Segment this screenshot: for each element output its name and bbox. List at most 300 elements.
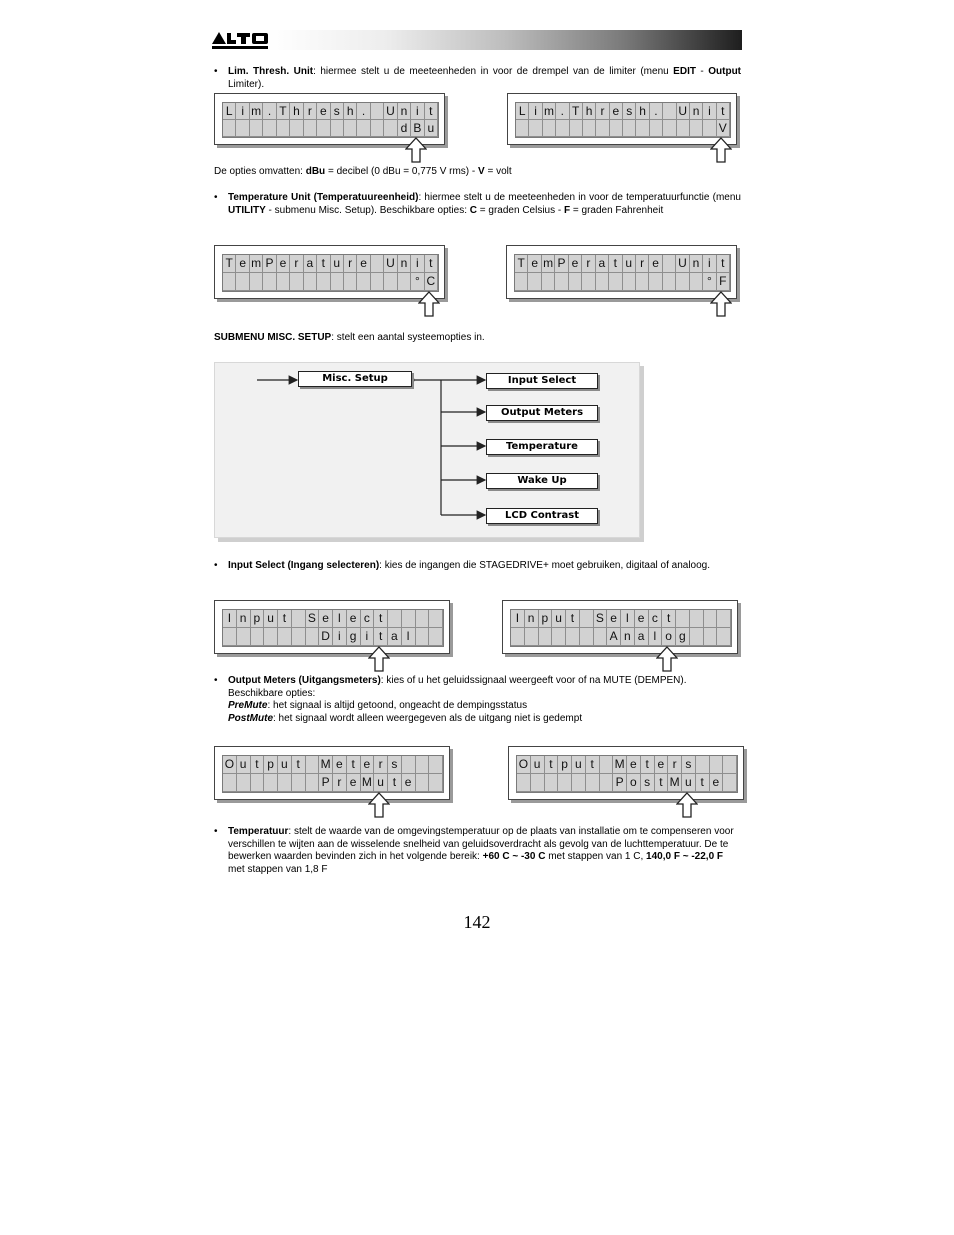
lcd-cell: r [304, 103, 317, 120]
lcd-cell [264, 628, 278, 646]
lcd-cell [371, 255, 384, 273]
bullet: • [214, 192, 218, 203]
lcd-cell: u [531, 756, 545, 774]
lcd-cell: t [374, 610, 388, 628]
lcd-cell: . [263, 103, 276, 120]
lcd-cell: T [223, 255, 236, 273]
lcd-cell [586, 774, 600, 792]
lcd-cell: n [525, 610, 539, 628]
lcd-cell: r [636, 255, 649, 273]
lcd-cell: I [511, 610, 525, 628]
output-meters-paragraph [228, 675, 741, 725]
lcd-cell: i [703, 103, 716, 120]
lcd-cell [623, 273, 636, 291]
lcd-cell [371, 120, 384, 137]
lcd-cell: u [237, 756, 251, 774]
lcd-cell: e [607, 610, 621, 628]
lcd-cell: P [613, 774, 627, 792]
lcd-cell [580, 610, 594, 628]
lcd-cell [529, 120, 542, 137]
lcd-cell [429, 756, 443, 774]
lcd-cell: D [319, 628, 333, 646]
lcd-cell [236, 273, 249, 291]
lcd-cell [251, 628, 265, 646]
lcd-cell: t [388, 774, 402, 792]
lcd-screen [222, 254, 439, 292]
lcd-cell: C [425, 273, 438, 291]
input-select-label: Input Select (Ingang selecteren) [228, 560, 380, 571]
lcd-cell [237, 628, 251, 646]
lcd-display [214, 746, 450, 800]
lcd-cell: r [290, 255, 303, 273]
lim-thresh-label: Lim. Thresh. Unit [228, 66, 314, 77]
lcd-cell: e [347, 774, 361, 792]
lcd-cell [663, 273, 676, 291]
lcd-cell [717, 610, 731, 628]
lcd-cell [357, 120, 370, 137]
lcd-cell: a [304, 255, 317, 273]
lim-options-line [214, 166, 741, 179]
lcd-cell [331, 120, 344, 137]
lcd-cell [582, 273, 595, 291]
lcd-cell [402, 610, 416, 628]
diagram-node-lcd-contrast: LCD Contrast [486, 508, 598, 524]
lcd-cell: t [696, 774, 710, 792]
lcd-cell [704, 610, 718, 628]
lcd-cell: u [552, 610, 566, 628]
lcd-cell: t [717, 103, 730, 120]
lcd-cell: e [627, 756, 641, 774]
lcd-cell: t [586, 756, 600, 774]
lcd-cell [223, 120, 236, 137]
lcd-cell [237, 774, 251, 792]
text: : stelt de waarde van de omgevingstemperatuur op de plaats van installatie om te compenseren voor verschillen te wijten aan de wisselende snelheid van geluidsoverdracht als gevolg van de luchttemperatuur. De te bewerken waarden bevinden zich in het volgende bereik: [228, 826, 734, 862]
text: UTILITY [228, 204, 266, 216]
lcd-cell: n [690, 255, 703, 273]
lcd-cell: e [528, 255, 541, 273]
lcd-screen [515, 102, 731, 138]
lcd-cell: h [344, 103, 357, 120]
lcd-cell: e [655, 756, 669, 774]
lcd-cell [663, 103, 676, 120]
lcd-cell [304, 120, 317, 137]
lcd-cell [696, 756, 710, 774]
lcd-cell [306, 774, 320, 792]
lcd-cell: n [690, 103, 703, 120]
text: : stelt een aantal systeemopties in. [331, 332, 485, 343]
pointer-arrow-icon [368, 792, 390, 818]
lcd-cell: s [331, 103, 344, 120]
lcd-cell [344, 120, 357, 137]
lcd-cell: t [347, 756, 361, 774]
lcd-cell [704, 628, 718, 646]
bullet: • [214, 66, 218, 77]
lcd-screen [514, 254, 731, 292]
bullet: • [214, 826, 218, 837]
lcd-cell: a [388, 628, 402, 646]
lcd-cell: t [655, 774, 669, 792]
lcd-screen [510, 609, 732, 647]
lcd-cell [723, 774, 737, 792]
lcd-cell [357, 273, 370, 291]
lcd-cell: T [515, 255, 528, 273]
lcd-cell [371, 103, 384, 120]
lcd-cell: e [402, 774, 416, 792]
postmute-term: PostMute [228, 712, 273, 724]
lcd-cell [710, 756, 724, 774]
lcd-cell: t [374, 628, 388, 646]
lcd-cell: t [566, 610, 580, 628]
lcd-cell [569, 273, 582, 291]
lcd-cell: d [398, 120, 411, 137]
lcd-cell: n [621, 628, 635, 646]
lcd-cell: i [411, 255, 424, 273]
lcd-cell [531, 774, 545, 792]
lcd-cell: . [556, 103, 569, 120]
text: met stappen van 1,8 F [228, 863, 328, 875]
diagram-node-misc-setup: Misc. Setup [298, 371, 412, 387]
lcd-cell [290, 120, 303, 137]
lcd-cell [344, 273, 357, 291]
lcd-cell: m [250, 255, 263, 273]
text: met stappen van 1 C, [545, 851, 647, 862]
lcd-display [214, 600, 450, 654]
lcd-cell [717, 628, 731, 646]
lcd-cell: i [411, 103, 424, 120]
lcd-cell: e [317, 103, 330, 120]
bullet: • [214, 560, 218, 571]
lcd-cell: t [641, 756, 655, 774]
lcd-cell: e [347, 610, 361, 628]
text: = graden Celsius - [477, 204, 564, 216]
pointer-arrow-icon [710, 291, 732, 317]
lcd-cell [384, 273, 397, 291]
lcd-cell [278, 628, 292, 646]
lcd-cell: p [558, 756, 572, 774]
lcd-cell: s [388, 756, 402, 774]
lcd-cell [555, 273, 568, 291]
lcd-cell [543, 120, 556, 137]
lcd-cell: e [710, 774, 724, 792]
lcd-cell: F [717, 273, 730, 291]
lcd-cell [663, 255, 676, 273]
lcd-cell: t [317, 255, 330, 273]
lcd-cell [623, 120, 636, 137]
lcd-cell: S [594, 610, 608, 628]
lcd-cell: i [703, 255, 716, 273]
lcd-cell [517, 774, 531, 792]
submenu-title: SUBMENU MISC. SETUP [214, 332, 332, 343]
lcd-cell [306, 756, 320, 774]
lcd-cell: i [529, 103, 542, 120]
text: +60 C ~ -30 C [482, 851, 546, 862]
lcd-cell [317, 120, 330, 137]
lcd-cell: T [277, 103, 290, 120]
lcd-cell: h [636, 103, 649, 120]
lcd-cell [263, 273, 276, 291]
lcd-cell: g [676, 628, 690, 646]
text: C [469, 204, 477, 216]
lcd-cell: u [264, 610, 278, 628]
lcd-cell: t [545, 756, 559, 774]
lcd-cell [609, 273, 622, 291]
text: : kies of u het geluidssignaal weergeeft voor of na MUTE (DEMPEN). [380, 675, 687, 686]
lcd-cell: l [621, 610, 635, 628]
lcd-cell: u [623, 255, 636, 273]
lcd-cell: c [361, 610, 375, 628]
lcd-cell: t [425, 255, 438, 273]
text: Limiter). [228, 78, 265, 90]
lcd-cell [384, 120, 397, 137]
lcd-cell: O [223, 756, 237, 774]
lcd-cell: h [583, 103, 596, 120]
submenu-heading [214, 332, 741, 345]
lcd-cell [580, 628, 594, 646]
lcd-cell: e [333, 756, 347, 774]
diagram-node-input-select: Input Select [486, 373, 598, 389]
lcd-cell: L [223, 103, 236, 120]
lcd-cell [236, 120, 249, 137]
lcd-cell [650, 120, 663, 137]
text: : het signaal wordt alleen weergegeven als de uitgang niet is gedempt [273, 712, 583, 724]
pointer-arrow-icon [676, 792, 698, 818]
lcd-cell: e [635, 610, 649, 628]
lcd-cell: e [361, 756, 375, 774]
lcd-cell [250, 273, 263, 291]
lcd-cell: M [613, 756, 627, 774]
lcd-cell: l [333, 610, 347, 628]
lcd-cell [690, 628, 704, 646]
lcd-cell: t [278, 610, 292, 628]
lcd-cell: O [517, 756, 531, 774]
lcd-cell: e [569, 255, 582, 273]
lcd-cell [264, 774, 278, 792]
lcd-cell: s [682, 756, 696, 774]
lcd-display [214, 245, 445, 299]
lcd-cell [528, 273, 541, 291]
lcd-cell [723, 756, 737, 774]
lcd-cell [429, 774, 443, 792]
lcd-cell: ° [703, 273, 716, 291]
text: : kies de ingangen die STAGEDRIVE+ moet gebruiken, digitaal of analoog. [379, 560, 711, 571]
alto-logo [210, 30, 270, 50]
lcd-cell [429, 628, 443, 646]
lcd-cell [416, 628, 430, 646]
lcd-cell: l [649, 628, 663, 646]
lcd-screen [222, 102, 439, 138]
lcd-cell [223, 273, 236, 291]
lcd-cell: P [319, 774, 333, 792]
lcd-cell: e [319, 610, 333, 628]
pointer-arrow-icon [368, 646, 390, 672]
pointer-arrow-icon [405, 137, 427, 163]
lcd-cell [416, 756, 430, 774]
lcd-cell [516, 120, 529, 137]
lcd-cell: u [572, 756, 586, 774]
text: Output [708, 66, 742, 77]
text: : hiermee stelt u de meeteenheden in voor de temperatuurfunctie (menu [418, 192, 741, 203]
temperatuur-label: Temperatuur [228, 826, 289, 837]
text: : het signaal is altijd getoond, ongeacht de dempingsstatus [267, 700, 528, 711]
lcd-cell [690, 273, 703, 291]
output-meters-label: Output Meters (Uitgangsmeters) [228, 675, 381, 686]
lcd-cell [539, 628, 553, 646]
lcd-screen [222, 609, 444, 647]
lcd-cell: U [676, 255, 689, 273]
lcd-display [502, 600, 738, 654]
lcd-cell [371, 273, 384, 291]
lcd-cell: r [582, 255, 595, 273]
page-number: 142 [463, 912, 491, 932]
lcd-cell [277, 273, 290, 291]
lcd-cell [690, 610, 704, 628]
text: De opties omvatten: [214, 166, 306, 177]
lcd-cell [636, 120, 649, 137]
lcd-cell: e [610, 103, 623, 120]
lcd-cell: P [555, 255, 568, 273]
lcd-cell [649, 273, 662, 291]
pointer-arrow-icon [710, 137, 732, 163]
lcd-cell: e [236, 255, 249, 273]
lcd-cell [596, 120, 609, 137]
lcd-cell [223, 628, 237, 646]
lcd-cell: e [649, 255, 662, 273]
lcd-cell [676, 273, 689, 291]
lcd-cell: r [344, 255, 357, 273]
lcd-cell: T [570, 103, 583, 120]
diagram-node-wake-up: Wake Up [486, 473, 598, 489]
lcd-cell: a [635, 628, 649, 646]
lcd-cell [545, 774, 559, 792]
lcd-cell [416, 610, 430, 628]
lcd-cell [223, 774, 237, 792]
lcd-cell: i [333, 628, 347, 646]
lcd-cell: t [425, 103, 438, 120]
lcd-cell [511, 628, 525, 646]
lcd-cell: i [236, 103, 249, 120]
lcd-cell [594, 628, 608, 646]
text: V [478, 166, 485, 177]
lcd-screen [516, 755, 738, 793]
lcd-cell [292, 610, 306, 628]
lim-thresh-paragraph [228, 66, 741, 91]
lcd-display [506, 245, 737, 299]
lcd-cell: m [543, 103, 556, 120]
pointer-arrow-icon [418, 291, 440, 317]
pointer-arrow-icon [656, 646, 678, 672]
bullet: • [214, 675, 218, 686]
lcd-cell: o [627, 774, 641, 792]
lcd-cell [306, 628, 320, 646]
premute-term: PreMute [228, 700, 268, 711]
lcd-cell [600, 774, 614, 792]
text: F [564, 204, 571, 216]
lcd-cell [552, 628, 566, 646]
lcd-cell: B [411, 120, 424, 137]
lcd-cell: h [290, 103, 303, 120]
lcd-cell [388, 610, 402, 628]
lcd-cell: P [263, 255, 276, 273]
lcd-display [508, 746, 744, 800]
lcd-cell: p [251, 610, 265, 628]
lcd-cell: t [292, 756, 306, 774]
lcd-cell: e [357, 255, 370, 273]
lcd-cell [317, 273, 330, 291]
lcd-cell [250, 120, 263, 137]
lcd-cell: p [539, 610, 553, 628]
lcd-cell [263, 120, 276, 137]
lcd-cell [558, 774, 572, 792]
misc-setup-diagram [214, 362, 640, 538]
lcd-cell: t [717, 255, 730, 273]
lcd-cell [610, 120, 623, 137]
lcd-cell [304, 273, 317, 291]
lcd-cell: A [607, 628, 621, 646]
lcd-cell: t [609, 255, 622, 273]
lcd-cell [596, 273, 609, 291]
diagram-node-temperature: Temperature [486, 439, 598, 455]
lcd-cell: n [237, 610, 251, 628]
lcd-cell: S [306, 610, 320, 628]
lcd-cell [542, 273, 555, 291]
temperature-unit-paragraph [228, 192, 741, 217]
lcd-cell: r [374, 756, 388, 774]
lcd-cell [703, 120, 716, 137]
lcd-cell [429, 610, 443, 628]
lcd-cell: e [277, 255, 290, 273]
lcd-cell: t [662, 610, 676, 628]
lcd-cell: g [347, 628, 361, 646]
lcd-cell: i [361, 628, 375, 646]
lcd-cell [402, 756, 416, 774]
lcd-cell: I [223, 610, 237, 628]
lcd-cell [636, 273, 649, 291]
lcd-cell [398, 273, 411, 291]
lcd-cell: t [251, 756, 265, 774]
lcd-cell: r [668, 756, 682, 774]
text: = volt [484, 166, 512, 177]
lcd-cell: M [319, 756, 333, 774]
text: EDIT [673, 66, 696, 77]
lcd-cell: l [402, 628, 416, 646]
text: 140,0 F ~ -22,0 F [646, 851, 724, 862]
lcd-cell: m [542, 255, 555, 273]
lcd-cell: . [357, 103, 370, 120]
lcd-cell [292, 774, 306, 792]
text: = graden Fahrenheit [570, 204, 664, 216]
lcd-cell [525, 628, 539, 646]
temperatuur-paragraph [228, 826, 741, 876]
text: - submenu Misc. Setup). Beschikbare opties: [265, 204, 470, 216]
lcd-cell: u [425, 120, 438, 137]
lcd-cell: o [662, 628, 676, 646]
lcd-screen [222, 755, 444, 793]
lcd-cell [515, 273, 528, 291]
lcd-cell [572, 774, 586, 792]
lcd-cell: M [668, 774, 682, 792]
lcd-cell [556, 120, 569, 137]
lcd-cell: n [398, 255, 411, 273]
lcd-cell [331, 273, 344, 291]
lcd-cell [690, 120, 703, 137]
lcd-cell: U [677, 103, 690, 120]
lcd-cell: c [649, 610, 663, 628]
diagram-node-output-meters: Output Meters [486, 405, 598, 421]
text: Beschikbare opties: [228, 687, 316, 699]
text: dBu [305, 166, 326, 177]
lcd-cell: u [278, 756, 292, 774]
text: - [695, 66, 709, 77]
